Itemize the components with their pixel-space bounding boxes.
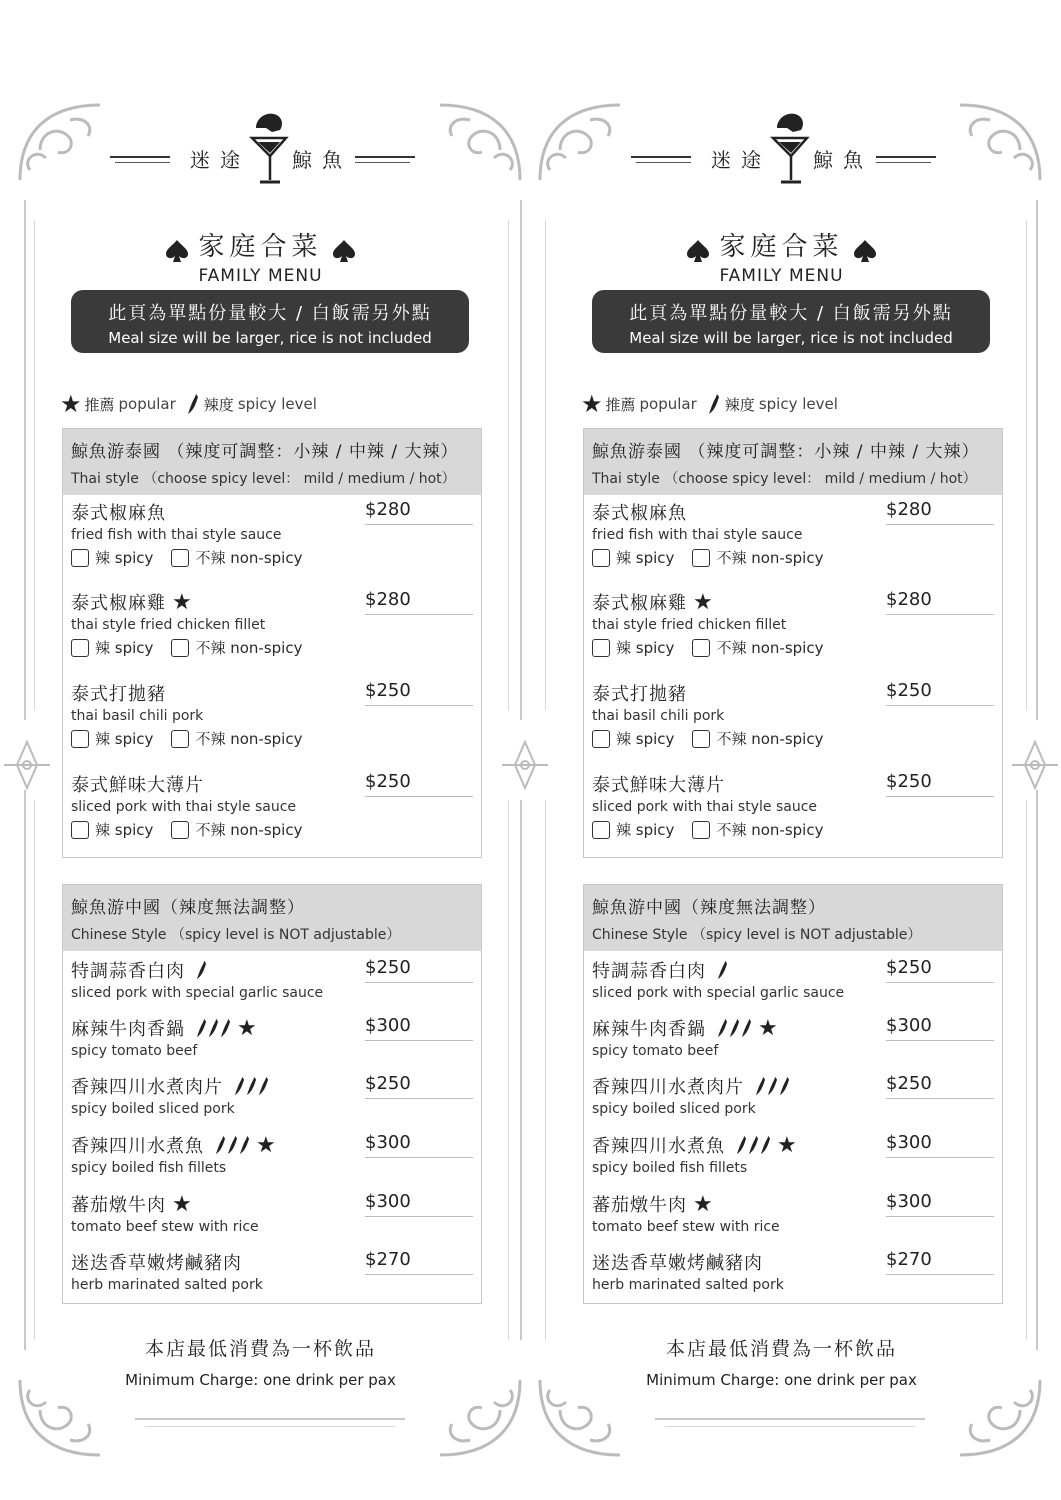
item-name-zh: 麻辣牛肉香鍋 <box>592 1019 706 1040</box>
item-name-zh: 蕃茄燉牛肉 <box>592 1195 687 1216</box>
nonspicy-checkbox[interactable] <box>171 821 189 839</box>
spicy-options <box>592 637 994 658</box>
notice-zh: 此頁為單點份量較大 / 白飯需另外點 <box>629 303 953 324</box>
spicy-option[interactable] <box>592 637 674 658</box>
item-name-zh: 泰式鮮味大薄片 <box>592 775 725 796</box>
item-name-en: tomato beef stew with rice <box>71 1219 259 1235</box>
spicy-label-zh: 辣 <box>95 639 111 657</box>
section-title-zh: 鯨魚游泰國 （辣度可調整：小辣 / 中辣 / 大辣） <box>592 442 980 462</box>
section-title-en: Chinese Style （spicy level is NOT adjustable） <box>71 927 401 943</box>
legend-spicy-zh: 辣度 <box>724 395 755 414</box>
item-price: $250 <box>886 771 994 797</box>
menu-item[interactable] <box>71 1073 473 1117</box>
item-price: $280 <box>886 499 994 525</box>
spicy-label-en: spicy <box>114 548 154 567</box>
nonspicy-checkbox[interactable] <box>171 730 189 748</box>
nonspicy-label-en: non-spicy <box>230 820 303 839</box>
star-icon: ★ <box>60 390 82 418</box>
menu-item[interactable] <box>592 957 994 1001</box>
section-title-zh: 鯨魚游中國（辣度無法調整） <box>592 898 826 918</box>
menu-panel-left <box>0 50 521 1389</box>
frame-line <box>135 1418 405 1420</box>
item-name-zh: 香辣四川水煮魚 <box>592 1136 725 1157</box>
section-title-zh: 鯨魚游泰國 （辣度可調整：小辣 / 中辣 / 大辣） <box>71 442 459 462</box>
nonspicy-label-en: non-spicy <box>751 729 824 748</box>
star-icon: ★ <box>256 1132 277 1158</box>
chili-icon <box>716 960 729 980</box>
nonspicy-checkbox[interactable] <box>692 639 710 657</box>
item-name-en: thai basil chili pork <box>71 708 204 724</box>
spicy-option[interactable] <box>592 728 674 749</box>
menu-item[interactable] <box>71 589 473 658</box>
menu-title <box>521 226 1042 286</box>
item-price: $250 <box>365 771 473 797</box>
spicy-label-en: spicy <box>635 548 675 567</box>
spicy-options <box>592 819 994 840</box>
brand-name-right: 鯨魚 <box>292 148 352 172</box>
nonspicy-checkbox[interactable] <box>692 821 710 839</box>
menu-item[interactable] <box>71 771 473 840</box>
nonspicy-label-en: non-spicy <box>751 820 824 839</box>
brand-header <box>0 110 521 190</box>
spicy-label-zh: 辣 <box>95 549 111 567</box>
legend-spicy-en: spicy level <box>758 395 838 413</box>
nonspicy-label-en: non-spicy <box>230 638 303 657</box>
frame-line <box>665 1426 915 1427</box>
nonspicy-label-zh: 不辣 <box>716 730 747 748</box>
chili-icon <box>184 393 202 415</box>
minimum-charge-zh: 本店最低消費為一杯飲品 <box>144 1338 376 1360</box>
spicy-label-en: spicy <box>114 638 154 657</box>
item-name-en: spicy boiled fish fillets <box>592 1160 748 1176</box>
item-name-en: tomato beef stew with rice <box>592 1219 780 1235</box>
star-icon: ★ <box>581 390 603 418</box>
spicy-label-zh: 辣 <box>616 549 632 567</box>
spicy-option[interactable] <box>71 728 153 749</box>
brand-header <box>521 110 1042 190</box>
menu-item[interactable] <box>592 1191 994 1235</box>
nonspicy-label-zh: 不辣 <box>195 730 226 748</box>
item-price: $250 <box>886 1073 994 1099</box>
item-name-zh: 泰式打拋豬 <box>71 684 166 705</box>
chili-icon <box>238 1135 251 1155</box>
menu-item[interactable] <box>592 771 994 840</box>
legend-popular-zh: 推薦 <box>605 395 636 414</box>
nonspicy-option[interactable] <box>171 728 302 749</box>
spicy-options <box>71 637 473 658</box>
item-name-zh: 特調蒜香白肉 <box>71 961 185 982</box>
item-price: $250 <box>365 1073 473 1099</box>
chili-icon <box>219 1018 232 1038</box>
menu-item[interactable] <box>592 1249 994 1293</box>
item-name-zh: 泰式椒麻魚 <box>71 503 166 524</box>
item-price: $280 <box>365 589 473 615</box>
item-name-en: fried fish with thai style sauce <box>71 527 282 543</box>
frame-line <box>145 1426 395 1427</box>
minimum-charge <box>0 1334 521 1389</box>
item-price: $300 <box>365 1132 473 1158</box>
nonspicy-option[interactable] <box>692 547 823 568</box>
nonspicy-checkbox[interactable] <box>692 730 710 748</box>
star-icon: ★ <box>758 1015 779 1041</box>
menu-title-zh: 家庭合菜 <box>198 232 323 262</box>
item-name-zh: 迷迭香草嫩烤鹹豬肉 <box>592 1253 763 1274</box>
section-title-en: Thai style （choose spicy level： mild / medium / hot） <box>592 471 977 487</box>
spicy-option[interactable] <box>71 819 153 840</box>
item-name-zh: 蕃茄燉牛肉 <box>71 1195 166 1216</box>
item-name-en: thai style fried chicken fillet <box>592 617 787 633</box>
menu-title-en: FAMILY MENU <box>198 265 323 286</box>
item-name-en: spicy tomato beef <box>592 1043 719 1059</box>
nonspicy-option[interactable] <box>171 637 302 658</box>
star-icon: ★ <box>172 589 193 615</box>
spicy-checkbox[interactable] <box>592 730 610 748</box>
item-name-en: spicy boiled sliced pork <box>592 1101 756 1117</box>
brand-name-left: 迷途 <box>190 148 250 172</box>
logo-icon <box>244 110 294 190</box>
nonspicy-label-en: non-spicy <box>230 548 303 567</box>
item-price: $300 <box>886 1191 994 1217</box>
spicy-level <box>716 960 728 980</box>
item-price: $300 <box>886 1132 994 1158</box>
spicy-options <box>71 819 473 840</box>
spicy-checkbox[interactable] <box>71 821 89 839</box>
spicy-level <box>214 1135 250 1155</box>
item-price: $300 <box>886 1015 994 1041</box>
item-name-en: herb marinated salted pork <box>71 1277 263 1293</box>
thai-section <box>583 428 1003 858</box>
item-name-en: spicy boiled sliced pork <box>71 1101 235 1117</box>
nonspicy-label-zh: 不辣 <box>716 639 747 657</box>
item-name-en: herb marinated salted pork <box>592 1277 784 1293</box>
frame-line <box>655 1418 925 1420</box>
menu-item[interactable] <box>592 499 994 568</box>
nonspicy-checkbox[interactable] <box>692 549 710 567</box>
nonspicy-label-en: non-spicy <box>230 729 303 748</box>
chili-icon <box>740 1018 753 1038</box>
chili-icon <box>778 1076 791 1096</box>
item-price: $280 <box>365 499 473 525</box>
menu-title <box>0 226 521 286</box>
spicy-label-en: spicy <box>114 729 154 748</box>
menu-item[interactable] <box>71 1249 473 1293</box>
item-name-en: thai style fried chicken fillet <box>71 617 266 633</box>
nonspicy-checkbox[interactable] <box>171 549 189 567</box>
nonspicy-label-zh: 不辣 <box>716 549 747 567</box>
section-title-zh: 鯨魚游中國（辣度無法調整） <box>71 898 305 918</box>
minimum-charge-en: Minimum Charge: one drink per pax <box>125 1371 396 1389</box>
legend-spicy-en: spicy level <box>237 395 317 413</box>
nonspicy-option[interactable] <box>171 819 302 840</box>
notice-zh: 此頁為單點份量較大 / 白飯需另外點 <box>108 303 432 324</box>
star-icon: ★ <box>693 1191 714 1217</box>
menu-item[interactable] <box>592 589 994 658</box>
nonspicy-label-en: non-spicy <box>751 638 824 657</box>
spade-icon <box>685 238 711 264</box>
section-title-en: Thai style （choose spicy level： mild / medium / hot） <box>71 471 456 487</box>
item-name-en: sliced pork with thai style sauce <box>592 799 817 815</box>
menu-item[interactable] <box>71 680 473 749</box>
item-name-en: fried fish with thai style sauce <box>592 527 803 543</box>
star-icon: ★ <box>172 1191 193 1217</box>
menu-item[interactable] <box>592 1073 994 1117</box>
legend-spicy-zh: 辣度 <box>203 395 234 414</box>
spade-icon <box>164 238 190 264</box>
spicy-option[interactable] <box>592 819 674 840</box>
item-name-zh: 香辣四川水煮魚 <box>71 1136 204 1157</box>
spicy-options <box>592 728 994 749</box>
nonspicy-option[interactable] <box>692 819 823 840</box>
logo-icon <box>765 110 815 190</box>
spade-icon <box>331 238 357 264</box>
spicy-checkbox[interactable] <box>592 821 610 839</box>
spicy-level <box>716 1018 752 1038</box>
menu-title-en: FAMILY MENU <box>719 265 844 286</box>
menu-panel-right <box>521 50 1042 1389</box>
nonspicy-label-zh: 不辣 <box>195 821 226 839</box>
menu-item[interactable] <box>71 1132 473 1176</box>
spicy-level <box>735 1135 771 1155</box>
menu-item[interactable] <box>592 1132 994 1176</box>
brand-name-left: 迷途 <box>711 148 771 172</box>
item-name-zh: 香辣四川水煮肉片 <box>592 1077 744 1098</box>
spicy-checkbox[interactable] <box>71 549 89 567</box>
legend-popular-zh: 推薦 <box>84 395 115 414</box>
spicy-options <box>592 547 994 568</box>
item-price: $270 <box>365 1249 473 1275</box>
spicy-label-en: spicy <box>635 638 675 657</box>
item-name-en: spicy boiled fish fillets <box>71 1160 227 1176</box>
minimum-charge-en: Minimum Charge: one drink per pax <box>646 1371 917 1389</box>
chili-icon <box>195 960 208 980</box>
spicy-level <box>195 960 207 980</box>
star-icon: ★ <box>777 1132 798 1158</box>
spicy-options <box>71 728 473 749</box>
item-name-en: thai basil chili pork <box>592 708 725 724</box>
nonspicy-checkbox[interactable] <box>171 639 189 657</box>
section-header <box>63 885 481 951</box>
section-title-en: Chinese Style （spicy level is NOT adjustable） <box>592 927 922 943</box>
spicy-checkbox[interactable] <box>592 639 610 657</box>
notice-en: Meal size will be larger, rice is not included <box>629 329 953 347</box>
minimum-charge <box>521 1334 1042 1389</box>
nonspicy-label-en: non-spicy <box>751 548 824 567</box>
spicy-level <box>754 1076 790 1096</box>
minimum-charge-zh: 本店最低消費為一杯飲品 <box>665 1338 897 1360</box>
spicy-label-en: spicy <box>635 820 675 839</box>
item-name-zh: 麻辣牛肉香鍋 <box>71 1019 185 1040</box>
notice-banner <box>592 290 990 353</box>
item-price: $250 <box>365 680 473 706</box>
item-name-en: sliced pork with thai style sauce <box>71 799 296 815</box>
item-price: $250 <box>365 957 473 983</box>
spicy-label-zh: 辣 <box>616 639 632 657</box>
menu-item[interactable] <box>71 1015 473 1059</box>
legend-popular-en: popular <box>639 395 697 413</box>
spicy-option[interactable] <box>592 547 674 568</box>
spicy-checkbox[interactable] <box>71 730 89 748</box>
spicy-label-zh: 辣 <box>95 821 111 839</box>
chili-icon <box>257 1076 270 1096</box>
item-price: $250 <box>886 680 994 706</box>
spicy-option[interactable] <box>71 547 153 568</box>
item-name-en: sliced pork with special garlic sauce <box>592 985 845 1001</box>
brand-name-right: 鯨魚 <box>813 148 873 172</box>
menu-item[interactable] <box>71 1191 473 1235</box>
star-icon: ★ <box>693 589 714 615</box>
nonspicy-option[interactable] <box>171 547 302 568</box>
spicy-label-zh: 辣 <box>616 821 632 839</box>
spicy-checkbox[interactable] <box>71 639 89 657</box>
spicy-label-zh: 辣 <box>616 730 632 748</box>
star-icon: ★ <box>237 1015 258 1041</box>
section-header <box>584 429 1002 495</box>
legend <box>581 390 838 418</box>
item-name-zh: 迷迭香草嫩烤鹹豬肉 <box>71 1253 242 1274</box>
spicy-option[interactable] <box>71 637 153 658</box>
item-name-zh: 泰式打拋豬 <box>592 684 687 705</box>
nonspicy-label-zh: 不辣 <box>716 821 747 839</box>
spade-icon <box>852 238 878 264</box>
nonspicy-label-zh: 不辣 <box>195 639 226 657</box>
spicy-label-en: spicy <box>635 729 675 748</box>
item-name-zh: 泰式椒麻雞 <box>71 593 166 614</box>
spicy-level <box>195 1018 231 1038</box>
nonspicy-option[interactable] <box>692 637 823 658</box>
notice-banner <box>71 290 469 353</box>
spicy-label-zh: 辣 <box>95 730 111 748</box>
item-name-zh: 香辣四川水煮肉片 <box>71 1077 223 1098</box>
spicy-label-en: spicy <box>114 820 154 839</box>
section-header <box>63 429 481 495</box>
item-name-zh: 泰式鮮味大薄片 <box>71 775 204 796</box>
item-name-en: spicy tomato beef <box>71 1043 198 1059</box>
menu-item[interactable] <box>592 680 994 749</box>
spicy-checkbox[interactable] <box>592 549 610 567</box>
item-price: $300 <box>365 1191 473 1217</box>
notice-en: Meal size will be larger, rice is not included <box>108 329 432 347</box>
legend-popular-en: popular <box>118 395 176 413</box>
item-price: $280 <box>886 589 994 615</box>
item-price: $270 <box>886 1249 994 1275</box>
spicy-level <box>233 1076 269 1096</box>
menu-item[interactable] <box>592 1015 994 1059</box>
section-header <box>584 885 1002 951</box>
nonspicy-label-zh: 不辣 <box>195 549 226 567</box>
chinese-section <box>62 884 482 1304</box>
item-name-zh: 泰式椒麻魚 <box>592 503 687 524</box>
spicy-options <box>71 547 473 568</box>
chili-icon <box>705 393 723 415</box>
item-name-en: sliced pork with special garlic sauce <box>71 985 324 1001</box>
thai-section <box>62 428 482 858</box>
item-price: $300 <box>365 1015 473 1041</box>
menu-item[interactable] <box>71 957 473 1001</box>
nonspicy-option[interactable] <box>692 728 823 749</box>
legend <box>60 390 317 418</box>
menu-item[interactable] <box>71 499 473 568</box>
menu-title-zh: 家庭合菜 <box>719 232 844 262</box>
item-price: $250 <box>886 957 994 983</box>
item-name-zh: 泰式椒麻雞 <box>592 593 687 614</box>
chili-icon <box>759 1135 772 1155</box>
chinese-section <box>583 884 1003 1304</box>
item-name-zh: 特調蒜香白肉 <box>592 961 706 982</box>
